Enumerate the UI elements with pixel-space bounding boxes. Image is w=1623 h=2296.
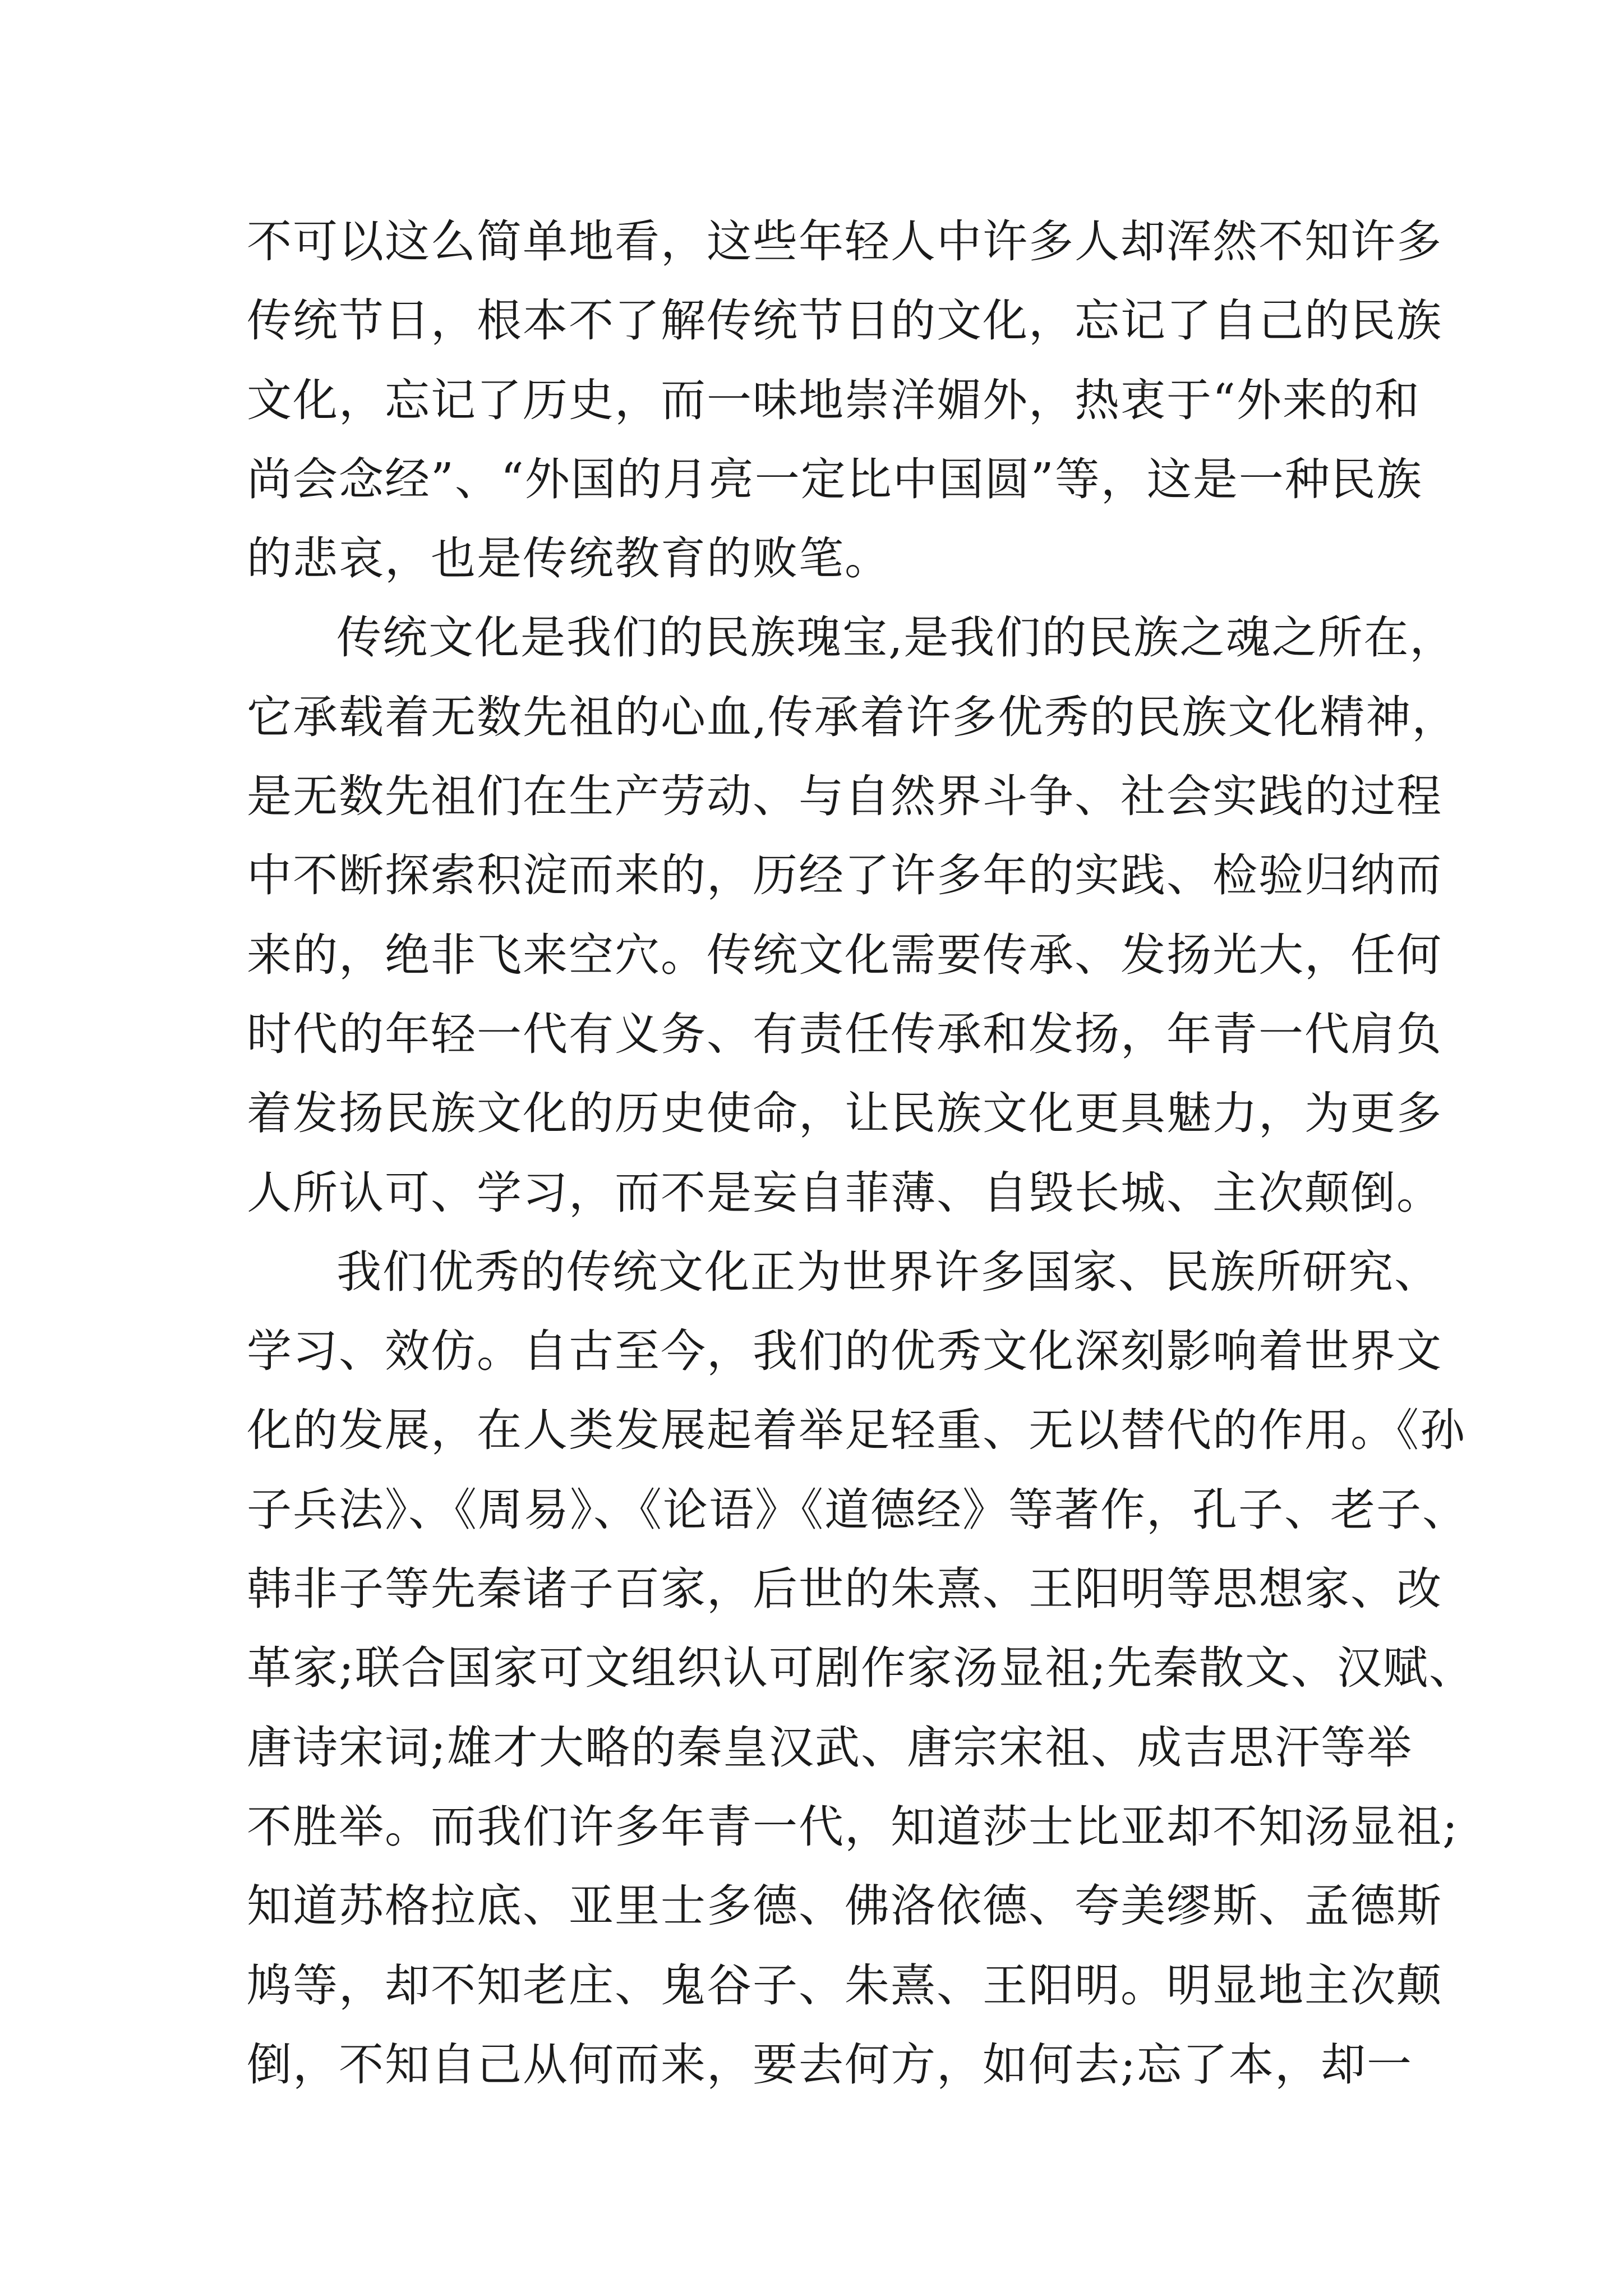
text-line: 传统节日，根本不了解传统节日的文化，忘记了自己的民族 [247, 295, 1442, 347]
text-line: 倒，不知自己从何而来，要去何方，如何去;忘了本，却一 [247, 2038, 1413, 2091]
text-line: 不胜举。而我们许多年青一代，知道莎士比亚却不知汤显祖; [247, 1800, 1459, 1853]
text-line: 知道苏格拉底、亚里士多德、佛洛依德、夸美缪斯、孟德斯 [247, 1880, 1442, 1932]
text-line: 子兵法》、《周易》、《论语》《道德经》等著作，孔子、老子、 [247, 1483, 1468, 1536]
text-line: 学习、效仿。自古至今，我们的优秀文化深刻影响着世界文 [247, 1325, 1442, 1378]
text-line: 来的，绝非飞来空穴。传统文化需要传承、发扬光大，任何 [247, 928, 1442, 981]
text-line: 中不断探索积淀而来的，历经了许多年的实践、检验归纳而 [247, 849, 1442, 902]
text-line: 尚会念经”、“外国的月亮一定比中国圆”等，这是一种民族 [247, 453, 1423, 505]
text-line: 人所认可、学习，而不是妄自菲薄、自毁长城、主次颠倒。 [247, 1166, 1442, 1219]
text-line: 文化，忘记了历史，而一味地崇洋媚外，热衷于“外来的和 [247, 374, 1421, 426]
text-line: 韩非子等先秦诸子百家，后世的朱熹、王阳明等思想家、改 [247, 1563, 1442, 1616]
text-line: 革家;联合国家可文组织认可剧作家汤显祖;先秦散文、汉赋、 [247, 1642, 1475, 1695]
body-text [247, 202, 1475, 2104]
paragraph-first-line: 传统文化是我们的民族瑰宝,是我们的民族之魂之所在， [336, 611, 1456, 664]
text-line: 化的发展，在人类发展起着举足轻重、无以替代的作用。《孙 [247, 1404, 1466, 1457]
text-line: 它承载着无数先祖的心血,传承着许多优秀的民族文化精神， [247, 691, 1458, 743]
text-line: 时代的年轻一代有义务、有责任传承和发扬，年青一代肩负 [247, 1007, 1442, 1060]
text-line: 鸠等，却不知老庄、鬼谷子、朱熹、王阳明。明显地主次颠 [247, 1959, 1442, 2012]
text-line: 是无数先祖们在生产劳动、与自然界斗争、社会实践的过程 [247, 770, 1442, 823]
text-line: 的悲哀，也是传统教育的败笔。 [247, 532, 891, 585]
text-line: 唐诗宋词;雄才大略的秦皇汉武、唐宗宋祖、成吉思汗等举 [247, 1721, 1413, 1774]
text-line: 不可以这么简单地看，这些年轻人中许多人却浑然不知许多 [247, 215, 1442, 268]
text-line: 着发扬民族文化的历史使命，让民族文化更具魅力，为更多 [247, 1087, 1442, 1140]
paragraph-first-line: 我们优秀的传统文化正为世界许多国家、民族所研究、 [336, 1245, 1440, 1298]
